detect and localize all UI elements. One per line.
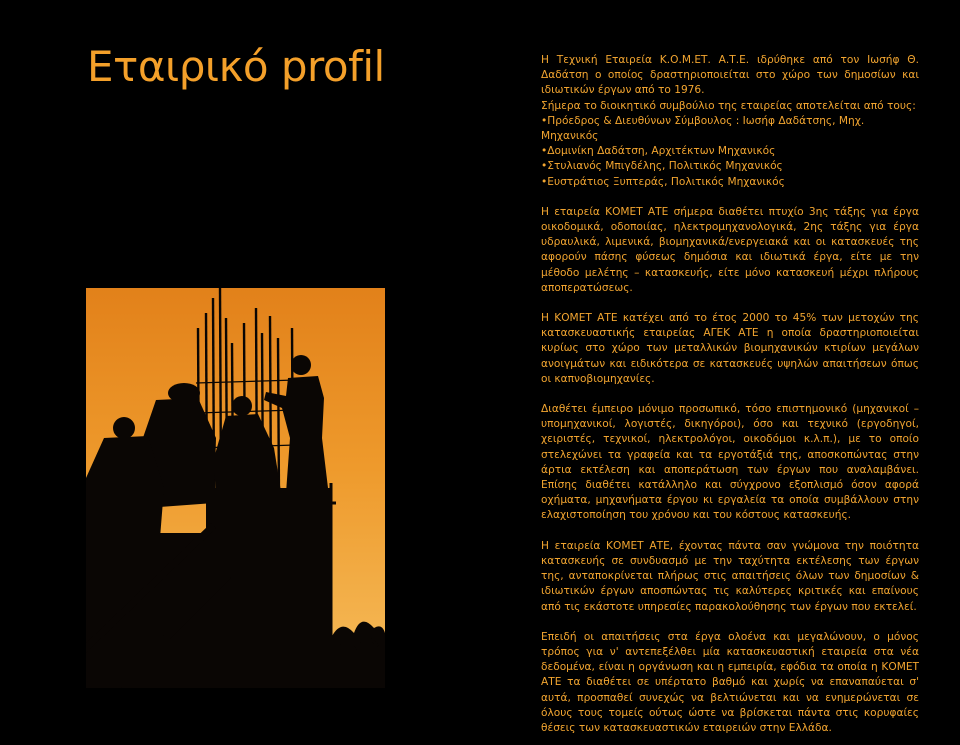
quality-paragraph: Η εταιρεία ΚΟΜΕΤ ΑΤΕ, έχοντας πάντα σαν γνώμονα την ποιότητα κατασκευής σε συνδυασμό με την ταχύτητα εκτέλεσης των έργων της, ανταποκρίνεται πλήρως στις απαιτήσεις όλων των δημοσίων & ιδιωτικών έργων αποσπώντας τις καλύτερες κριτικές και επαίνους από τις εκάστοτε υπηρεσίες παρακολούθησης των έργων που εκτελεί. <box>541 539 919 613</box>
board-member-item: •Πρόεδρος & Διευθύνων Σύμβουλος : Ιωσήφ Δαδάτσης, Μηχ. Μηχανικός <box>541 114 865 143</box>
personnel-paragraph: Διαθέτει έμπειρο μόνιμο προσωπικό, τόσο επιστημονικό (μηχανικοί – υπομηχανικοί, λογιστές, δικηγόροι), όσο και τεχνικό (εργοδηγοί, χειριστές, τεχνικοί, ηλεκτρολόγοι, οικοδόμοι κ.λ.π.), με το οποίο στελεχώνει τα γραφεία και τα εργοτάξιά της, αποσκοπώντας στην άρτια εκτέλεση και αποπεράτωση των έργων που αναλαμβάνει. Επίσης διαθέτει κατάλληλο και σύγχρονο εξοπλισμό όσον αφορά οχήματα, μηχανήματα έργου κι εργαλεία τα οποία συμβάλλουν στην ελαχιστοποίηση του χρόνου και του κόστους κατασκευής. <box>541 403 919 522</box>
licence-paragraph: Η εταιρεία ΚΟΜΕΤ ΑΤΕ σήμερα διαθέτει πτυχίο 3ης τάξης για έργα οικοδομικά, οδοποιίας, ηλεκτρομηχανολογικά, 2ης τάξης για έργα υδραυλικά, λιμενικά, βιομηχανικά/ενεργειακά και οι κατασκευές της αφορούν πάσης φύσεως δημόσια και ιδιωτικά έργα, είτε με την μέθοδο μελέτης – κατασκευής, είτε μόνο κατασκευή μέχρι πλήρους αποπερατώσεως. <box>541 205 919 294</box>
construction-silhouette-photo <box>86 288 385 688</box>
company-profile-text <box>541 53 919 736</box>
board-member-item: •Ευστράτιος Ξυπτεράς, Πολιτικός Μηχανικός <box>541 175 785 188</box>
shareholding-paragraph: Η ΚΟΜΕΤ ΑΤΕ κατέχει από το έτος 2000 το 45% των μετοχών της κατασκευαστικής εταιρείας ΑΓΕΚ ΑΤΕ η οποία δραστηριοποιείται κυρίως στο χώρο των μεταλλικών βιομηχανικών κτιρίων μεγάλων ανοιγμάτων και ειδικότερα σε κατασκευές υψηλών απαιτήσεων όπως οι καπνοβιομηχανίες. <box>541 312 919 385</box>
board-intro: Σήμερα το διοικητικό συμβούλιο της εταιρείας αποτελείται από τους: <box>541 99 916 112</box>
founding-paragraph: Η Τεχνική Εταιρεία Κ.Ο.Μ.ΕΤ. Α.Τ.Ε. ιδρύθηκε από τον Ιωσήφ Θ. Δαδάτση ο οποίος δραστηριοποιείται στο χώρο των δημοσίων και ιδιωτικών έργων από το 1976. <box>541 54 919 97</box>
experience-paragraph: Επειδή οι απαιτήσεις στα έργα ολοένα και μεγαλώνουν, ο μόνος τρόπος για ν' αντεπεξέλθει μία κατασκευαστική εταιρεία στα νέα δεδομένα, είναι η οργάνωση και η εμπειρία, εφόδια τα οποία η ΚΟΜΕΤ ΑΤΕ τα διαθέτει σε υπέρτατο βαθμό και χωρίς να επαναπαύεται σ' αυτά, προσπαθεί συνεχώς να βελτιώνεται και να ενημερώνεται σε όλους τους τομείς ούτως ώστε να βρίσκεται πάντα στις κορυφαίες θέσεις των κατασκευαστικών εταιρειών στην Ελλάδα. <box>541 630 919 734</box>
page-title: Εταιρικό profil <box>87 42 385 91</box>
board-member-item: •Στυλιανός Μπιγδέλης, Πολιτικός Μηχανικός <box>541 160 783 173</box>
board-member-item: •Δομινίκη Δαδάτση, Αρχιτέκτων Μηχανικός <box>541 145 776 158</box>
